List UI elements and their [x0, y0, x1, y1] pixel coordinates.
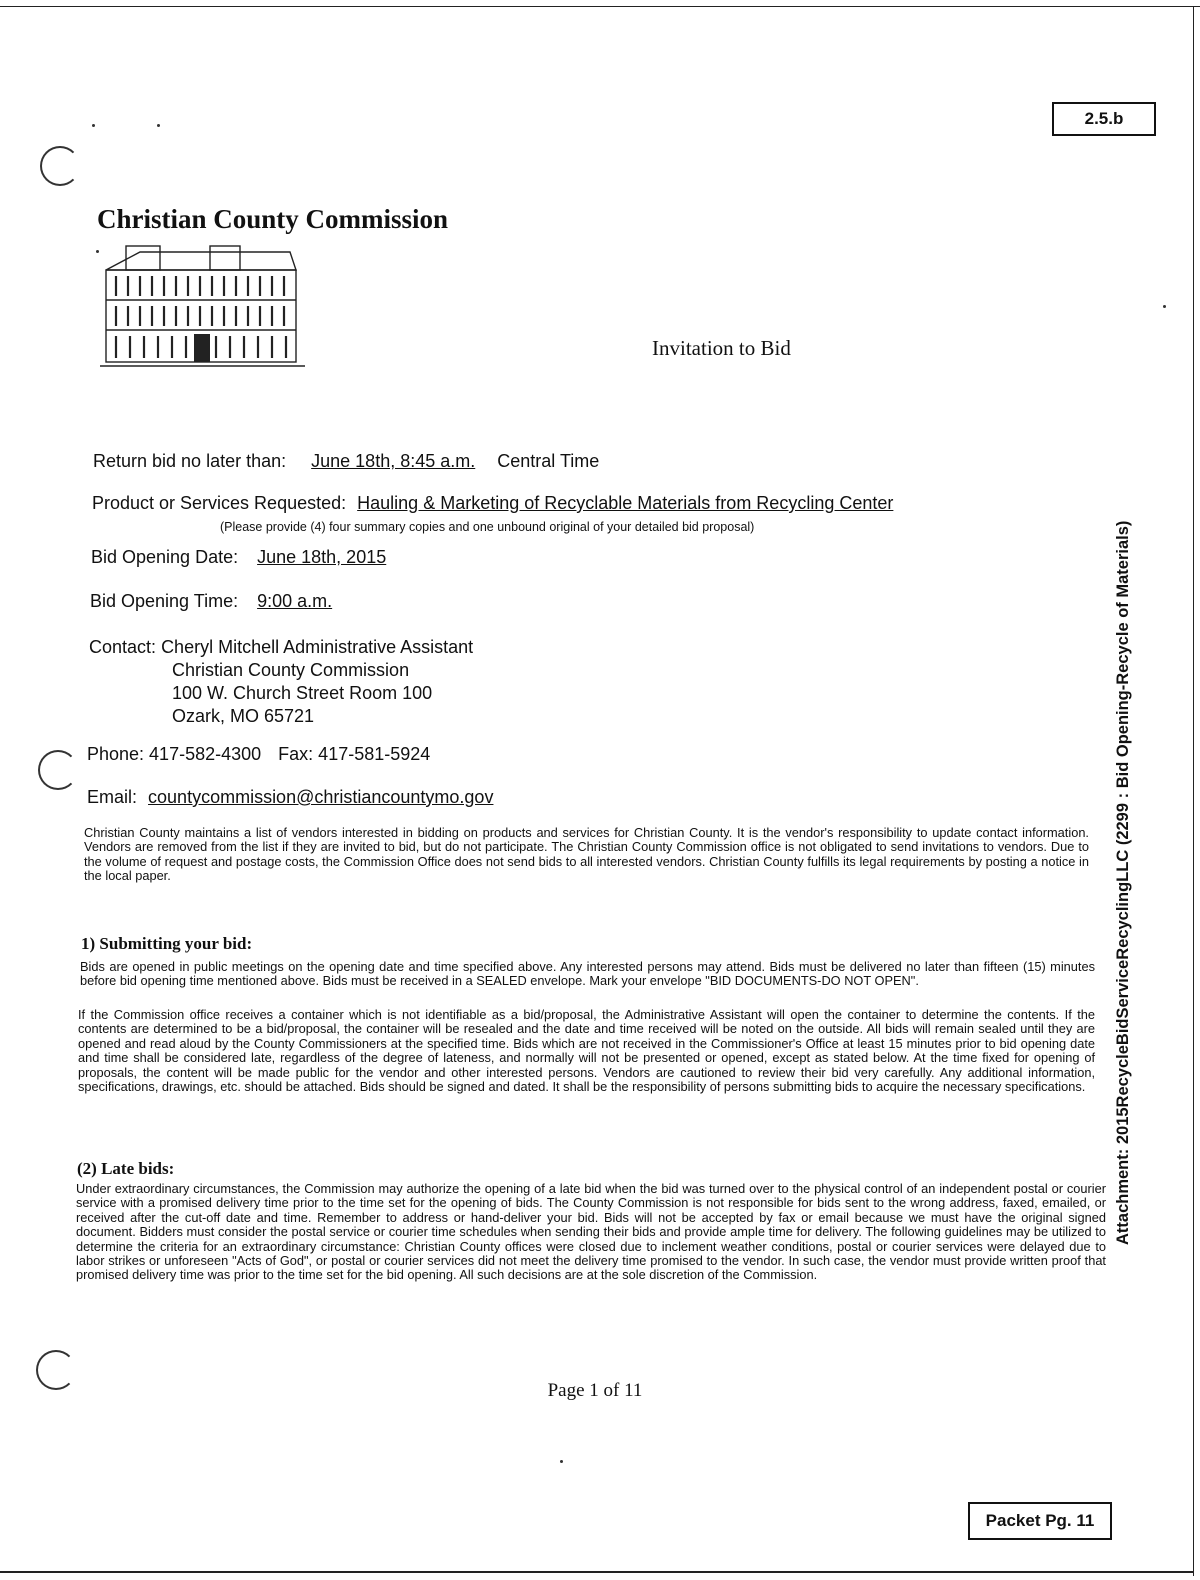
- opening-date-label: Bid Opening Date:: [91, 547, 239, 567]
- org-title: Christian County Commission: [97, 204, 449, 234]
- opening-time-value: 9:00 a.m.: [257, 591, 333, 611]
- bottom-border-line: [0, 1571, 1194, 1573]
- product-value: Hauling & Marketing of Recyclable Materials from Recycling Center: [357, 493, 894, 513]
- section-2-paragraph: Under extraordinary circumstances, the Commission may authorize the opening of a late bid when the bid was turned over to the physical control of an independent postal or courier service with a promised delivery time prior to the time set for the opening of bids. The County Commission is not responsible for bids sent to the wrong address, faxed, emailed, or received after the cut-off date and time. Remember to address or hand-deliver your bid. Bids will not be accepted by fax or email because we must have the original signed document. Bidders must consider the postal service or courier time schedules when sending their bids and provide ample time for delivery. The following guidelines may be utilized to determine the criteria for an extraordinary circumstance: Christian County offices were closed due to inclement weather conditions, postal or courier services were delayed due to labor strikes or unforeseen "Acts of God", or postal or courier services did not meet the delivery time promised to the vendor. In such case, the vendor must provide written proof that promised delivery time was prior to the time set for the bid opening. All such decisions are at the sole discretion of the Commission.: [76, 1181, 1106, 1283]
- attachment-side-label: Attachment: 2015RecycleBidServiceRecyclingLLC (2299 : Bid Opening-Recycle of Materials): [1114, 520, 1132, 1245]
- section-1-heading: 1) Submitting your bid:: [81, 934, 253, 953]
- binder-hole-icon: [40, 146, 80, 186]
- contact-org: Christian County Commission: [172, 660, 410, 680]
- right-border-line: [1193, 6, 1194, 1576]
- fax-number: Fax: 417-581-5924: [278, 744, 431, 764]
- opening-date-value: June 18th, 2015: [257, 547, 387, 567]
- contact-block: [89, 636, 473, 728]
- binder-hole-icon: [38, 750, 78, 790]
- contact-name: Cheryl Mitchell Administrative Assistant: [161, 637, 474, 657]
- phone-number: Phone: 417-582-4300: [87, 744, 262, 764]
- page-number: Page 1 of 11: [547, 1380, 643, 1401]
- opening-time-label: Bid Opening Time:: [90, 591, 239, 611]
- section-1-paragraph-2: If the Commission office receives a container which is not identifiable as a bid/proposal, the Administrative Assistant will open the container to determine the contents. If the contents are determined to be a bid/proposal, the container will be resealed and the date and time received will be noted on the outside. All bids will remain sealed until they are opened and read aloud by the County Commissioners at the specified time. Bids which are not received in the Commissioner's Office at least 15 minutes prior to bid opening date and time shall be considered late, regardless of the degree of lateness, and normally will not be presented or opened, except as stated below. At the time fixed for opening of proposals, the content will be made public for the vendor and other interested persons. Vendors are cautioned to review their bid very carefully. Any additional information, specifications, drawings, etc. should be attached. Bids should be signed and dated. It shall be the responsibility of persons submitting bids to acquire the necessary specifications.: [78, 1007, 1095, 1095]
- phone-fax-row: [87, 743, 430, 765]
- opening-time-row: [90, 590, 332, 612]
- scan-speck: [92, 124, 95, 127]
- product-note: (Please provide (4) four summary copies and one unbound original of your detailed bid proposal): [220, 520, 755, 534]
- scan-speck: [560, 1460, 563, 1463]
- return-deadline-suffix: Central Time: [497, 451, 600, 471]
- scan-speck: [96, 250, 99, 253]
- product-row: [92, 492, 893, 514]
- return-deadline-value: June 18th, 8:45 a.m.: [311, 451, 476, 471]
- product-label: Product or Services Requested:: [92, 493, 347, 513]
- email-link[interactable]: countycommission@christiancountymo.gov: [148, 787, 494, 807]
- intro-paragraph: Christian County maintains a list of vendors interested in bidding on products and services for Christian County. It is the vendor's responsibility to update contact information. Vendors are removed from the list if they are invited to bid, but do not participate. The Christian County Commission office is not obligated to send invitations to vendors. Due to the volume of request and postage costs, the Commission Office does not send bids to all interested vendors. Christian County fulfills its legal requirements by posting a notice in the local paper.: [84, 825, 1089, 884]
- section-2-heading: (2) Late bids:: [77, 1159, 175, 1178]
- email-label: Email:: [87, 787, 138, 807]
- section-1-paragraph-1: Bids are opened in public meetings on the opening date and time specified above. Any interested persons may attend. Bids must be delivered no later than fifteen (15) minutes before bid opening time mentioned above. Bids must be received in a SEALED envelope. Mark your envelope "BID DOCUMENTS-DO NOT OPEN".: [80, 959, 1095, 989]
- courthouse-logo-icon: [100, 242, 305, 372]
- return-deadline-label: Return bid no later than:: [93, 451, 287, 471]
- email-row: [87, 786, 493, 808]
- scan-speck: [1163, 305, 1166, 308]
- scan-speck: [157, 124, 160, 127]
- reference-tag: 2.5.b: [1052, 102, 1156, 136]
- opening-date-row: [91, 546, 386, 568]
- contact-city: Ozark, MO 65721: [172, 706, 315, 726]
- return-deadline-row: [93, 450, 599, 472]
- document-title: Invitation to Bid: [652, 336, 791, 360]
- top-border-line: [0, 6, 1200, 7]
- packet-page-tag: Packet Pg. 11: [968, 1502, 1112, 1540]
- contact-label: Contact:: [89, 637, 157, 657]
- contact-street: 100 W. Church Street Room 100: [172, 683, 433, 703]
